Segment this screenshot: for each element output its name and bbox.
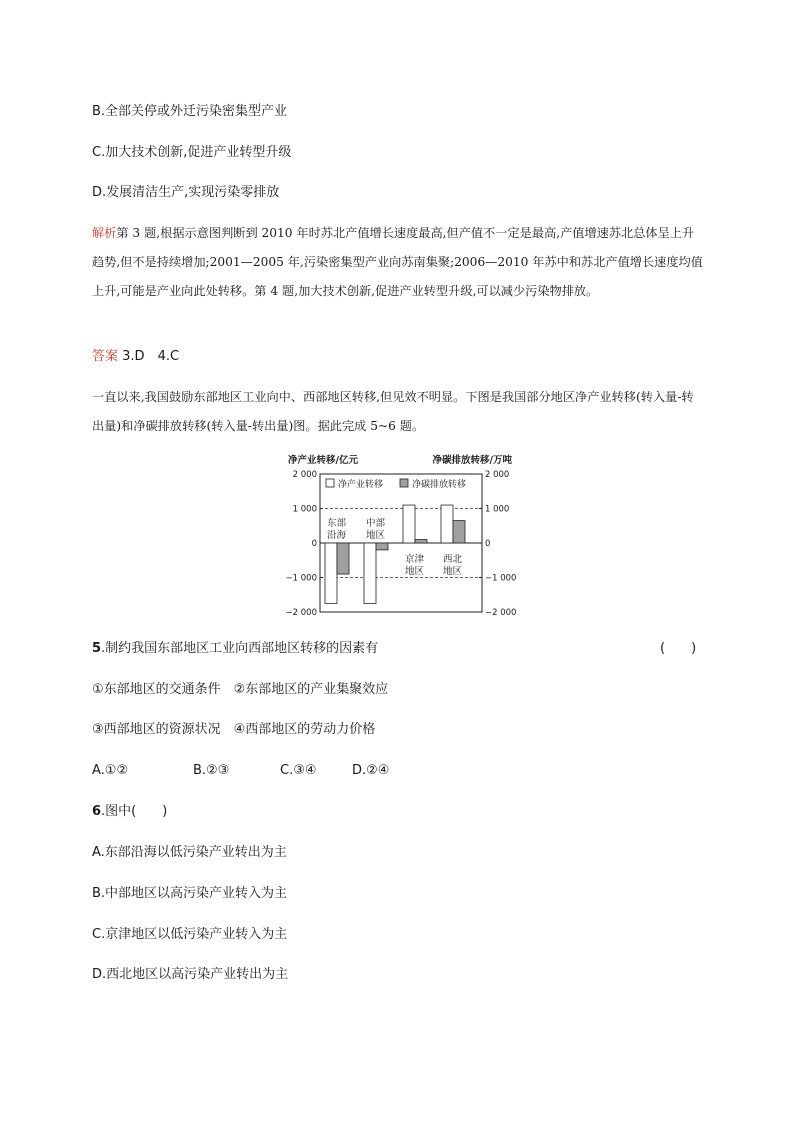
q6-number: 6: [92, 804, 102, 819]
analysis-tag: 解析: [92, 226, 117, 240]
analysis-paragraph: [92, 219, 704, 306]
transfer-chart: [286, 452, 516, 622]
left-tick-label-3: −1 000: [286, 573, 317, 584]
legend-label-industry: 净产业转移: [338, 480, 384, 490]
left-tick-label-4: −2 000: [286, 608, 317, 618]
category-label-0-1: 沿海: [326, 530, 347, 541]
legend-swatch-carbon: [400, 479, 408, 487]
right-axis-title: 净碳排放转移/万吨: [432, 455, 512, 466]
q5-answer-paren: ( ): [660, 641, 697, 656]
right-tick-label-3: −1 000: [485, 573, 516, 584]
question-6: [92, 803, 167, 821]
bar-industry-2: [403, 505, 415, 543]
q5-text: .制约我国东部地区工业向西部地区转移的因素有: [101, 641, 379, 656]
category-label-0-0: 东部: [326, 518, 347, 529]
category-label-1-0: 中部: [365, 518, 386, 529]
q6-option-b: B.中部地区以高污染产业转入为主: [92, 886, 288, 901]
q5-option-c: C.③④: [280, 763, 317, 778]
q5-number: 5: [92, 641, 102, 656]
right-tick-label-2: 0: [485, 539, 491, 549]
q6-option-a: A.东部沿海以低污染产业转出为主: [92, 845, 287, 860]
analysis-text: 第 3 题,根据示意图判断到 2010 年时苏北产值增长速度最高,但产值不一定是最高,产值增速苏北总体呈上升趋势,但不是持续增加;2001—2005 年,污染密集型产业向苏南集聚;2006—2010 年苏中和苏北产值增长速度均值上升,可能是产业向此处转移。第 4 题,加大技术创新,促进产业转型升级,可以减少污染物排放。: [92, 226, 703, 298]
category-label-3-0: 西北: [442, 554, 463, 565]
question-5: [92, 640, 378, 658]
legend-swatch-industry: [326, 479, 334, 487]
q5-option-b: B.②③: [193, 763, 230, 778]
bar-carbon-1: [376, 543, 388, 550]
category-label-3-1: 地区: [442, 566, 463, 577]
q5-option-d: D.②④: [352, 763, 390, 778]
answer-text: 3.D 4.C: [122, 349, 180, 364]
right-tick-label-0: 2 000: [485, 470, 510, 480]
left-tick-label-0: 2 000: [292, 470, 317, 480]
left-axis-title: 净产业转移/亿元: [288, 455, 358, 466]
option-c-q4: C.加大技术创新,促进产业转型升级: [92, 145, 292, 160]
right-tick-label-1: 1 000: [485, 504, 510, 515]
category-label-2-1: 地区: [404, 566, 425, 577]
bar-industry-0: [325, 543, 337, 603]
right-tick-label-4: −2 000: [485, 608, 516, 618]
bar-carbon-2: [415, 540, 427, 543]
q5-choices-line2: ③西部地区的资源状况 ④西部地区的劳动力价格: [92, 722, 376, 737]
answer-line: [92, 348, 179, 366]
question-intro: 一直以来,我国鼓励东部地区工业向中、西部地区转移,但见效不明显。下图是我国部分地区净产业转移(转入量-转出量)和净碳排放转移(转入量-转出量)图。据此完成 5~6 题。: [92, 390, 694, 433]
category-label-2-0: 京津: [404, 554, 425, 565]
left-tick-label-2: 0: [311, 539, 317, 549]
q6-text: .图中( ): [101, 804, 168, 819]
q6-option-d: D.西北地区以高污染产业转出为主: [92, 967, 289, 982]
option-b-q4: B.全部关停或外迁污染密集型产业: [92, 104, 288, 119]
left-tick-label-1: 1 000: [292, 504, 317, 515]
q5-options: [92, 762, 389, 780]
bar-industry-3: [441, 505, 453, 543]
bar-industry-1: [364, 543, 376, 603]
q6-option-c: C.京津地区以低污染产业转入为主: [92, 927, 288, 942]
option-d-q4: D.发展清洁生产,实现污染零排放: [92, 185, 280, 200]
bar-carbon-0: [337, 543, 349, 574]
bar-carbon-3: [453, 521, 465, 543]
category-label-1-1: 地区: [365, 530, 386, 541]
answer-tag: 答案: [92, 349, 119, 364]
q5-option-a: A.①②: [92, 763, 129, 778]
legend-label-carbon: 净碳排放转移: [412, 480, 467, 490]
q5-choices-line1: ①东部地区的交通条件 ②东部地区的产业集聚效应: [92, 682, 389, 697]
